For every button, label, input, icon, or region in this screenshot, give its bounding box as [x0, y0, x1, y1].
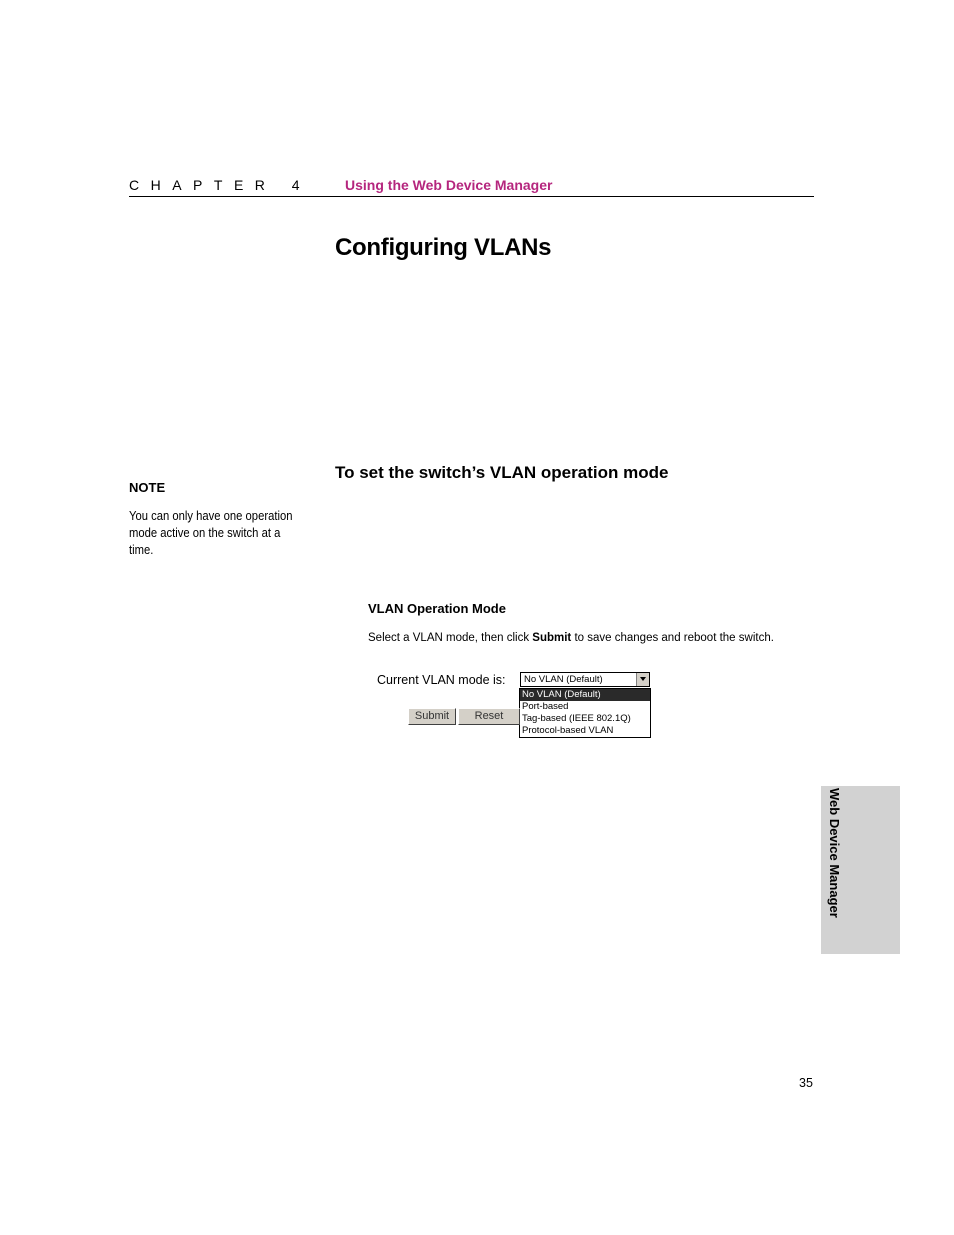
- vlan-instruction: [368, 632, 774, 644]
- option-no-vlan[interactable]: No VLAN (Default): [520, 689, 650, 701]
- page-title: Configuring VLANs: [335, 234, 552, 261]
- side-tab-label: Web Device Manager: [827, 788, 842, 918]
- option-tag-based[interactable]: Tag-based (IEEE 802.1Q): [522, 713, 631, 724]
- header-rule: [129, 196, 814, 197]
- instruction-text-end: to save changes and reboot the switch.: [571, 632, 774, 644]
- instruction-submit-word: Submit: [532, 632, 572, 644]
- option-protocol-based[interactable]: Protocol-based VLAN: [522, 725, 614, 736]
- chapter-title: Using the Web Device Manager: [345, 177, 553, 193]
- note-body: You can only have one operation mode active on the switch at a time.: [129, 509, 293, 557]
- vlan-mode-label: Current VLAN mode is:: [377, 673, 506, 687]
- vlan-mode-dropdown: [519, 688, 651, 738]
- option-port-based[interactable]: Port-based: [522, 701, 569, 712]
- note-heading: NOTE: [129, 480, 166, 495]
- chapter-label: CHAPTER 4: [129, 177, 312, 193]
- section-side-tab: [821, 786, 900, 954]
- chevron-down-icon[interactable]: [636, 673, 649, 686]
- vlan-mode-select[interactable]: [520, 672, 650, 687]
- instruction-text-start: Select a VLAN mode, then click: [368, 632, 533, 644]
- reset-button[interactable]: Reset: [458, 708, 520, 725]
- section-heading: To set the switch’s VLAN operation mode: [335, 463, 669, 482]
- page-number: 35: [799, 1076, 813, 1090]
- vlan-panel-title: VLAN Operation Mode: [368, 601, 506, 616]
- vlan-mode-selected-value: No VLAN (Default): [524, 674, 603, 685]
- submit-button[interactable]: Submit: [408, 708, 456, 725]
